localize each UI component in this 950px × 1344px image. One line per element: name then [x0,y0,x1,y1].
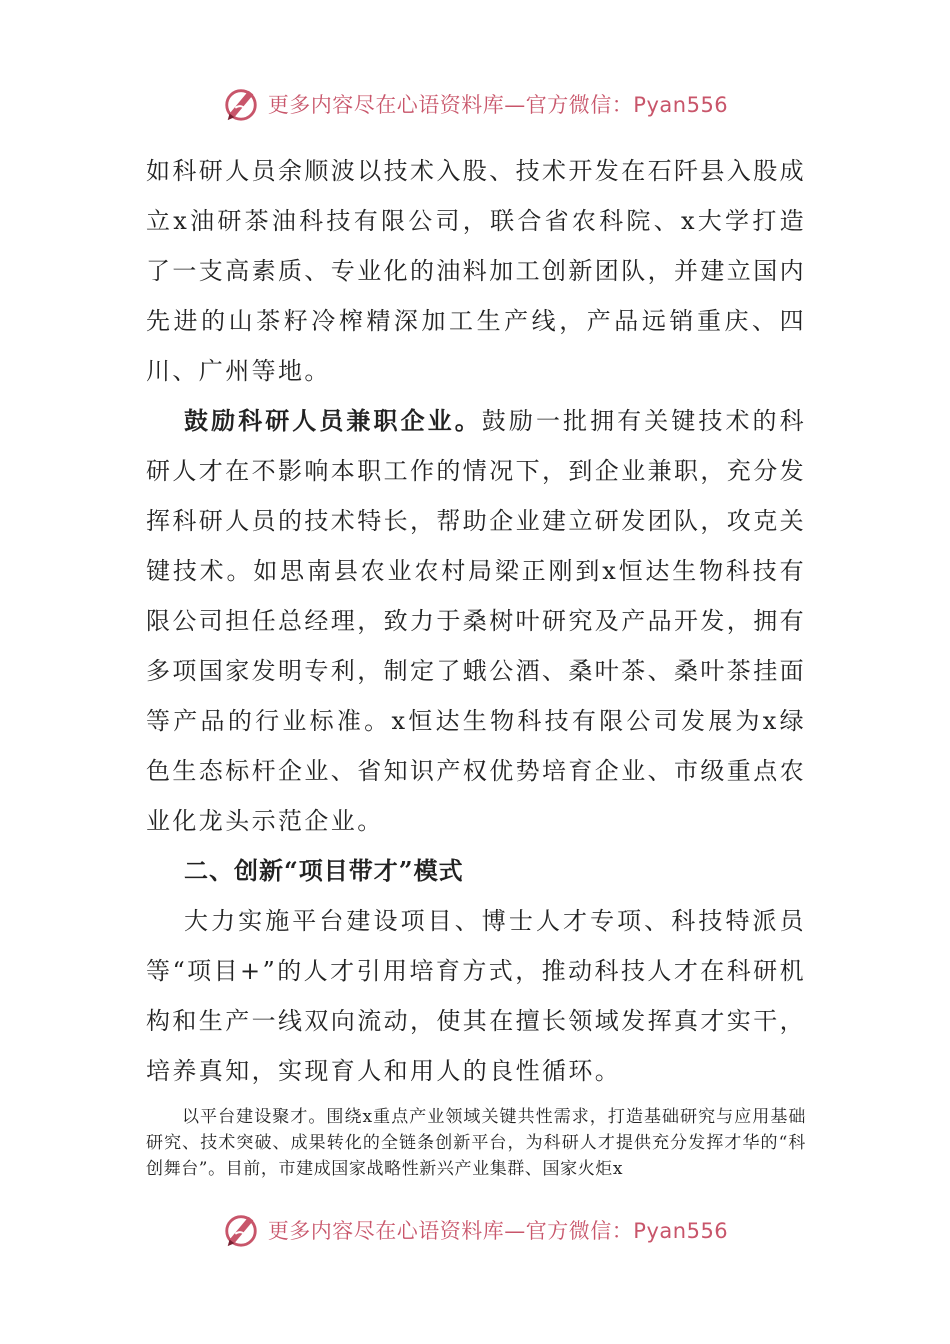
paragraph: 如科研人员余顺波以技术入股、技术开发在石阡县入股成立x油研茶油科技有限公司，联合省农科院、x大学打造了一支高素质、专业化的油料加工创新团队，并建立国内先进的山茶籽冷榨精深加工生产线，产品远销重庆、四川、广州等地。 [146,157,806,385]
footer-watermark-banner [0,1210,950,1250]
paragraph-small: 以平台建设聚才。围绕x重点产业领域关键共性需求，打造基础研究与应用基础研究、技术突破、成果转化的全链条创新平台，为科研人才提供充分发挥才华的“科创舞台”。目前，市建成国家战略性新兴产业集群、国家火炬x [146,1107,806,1179]
banner-text: 更多内容尽在心语资料库—官方微信：Pyan556 [267,93,729,117]
document-body [146,146,806,1182]
paragraph-body: 鼓励一批拥有关键技术的科研人才在不影响本职工作的情况下，到企业兼职，充分发挥科研人员的技术特长，帮助企业建立研发团队，攻克关键技术。如思南县农业农村局梁正刚到x恒达生物科技有限公司担任总经理，致力于桑树叶研究及产品开发，拥有多项国家发明专利，制定了蛾公酒、桑叶茶、桑叶茶挂面等产品的行业标准。x恒达生物科技有限公司发展为x绿色生态标杆企业、省知识产权优势培育企业、市级重点农业化龙头示范企业。 [146,407,806,835]
paragraph: 大力实施平台建设项目、博士人才专项、科技特派员等“项目+”的人才引用培育方式，推动科技人才在科研机构和生产一线双向流动，使其在擅长领域发挥真才实干，培养真知，实现育人和用人的良性循环。 [146,907,806,1085]
header-watermark-banner [0,84,950,124]
paragraph-lead: 鼓励科研人员兼职企业。 [184,406,482,435]
pen-circle-logo-icon [222,1211,260,1249]
banner-text: 更多内容尽在心语资料库—官方微信：Pyan556 [267,1219,729,1243]
section-heading: 二、创新“项目带才”模式 [184,856,464,885]
paragraph [146,396,806,846]
pen-circle-logo-icon [222,85,260,123]
